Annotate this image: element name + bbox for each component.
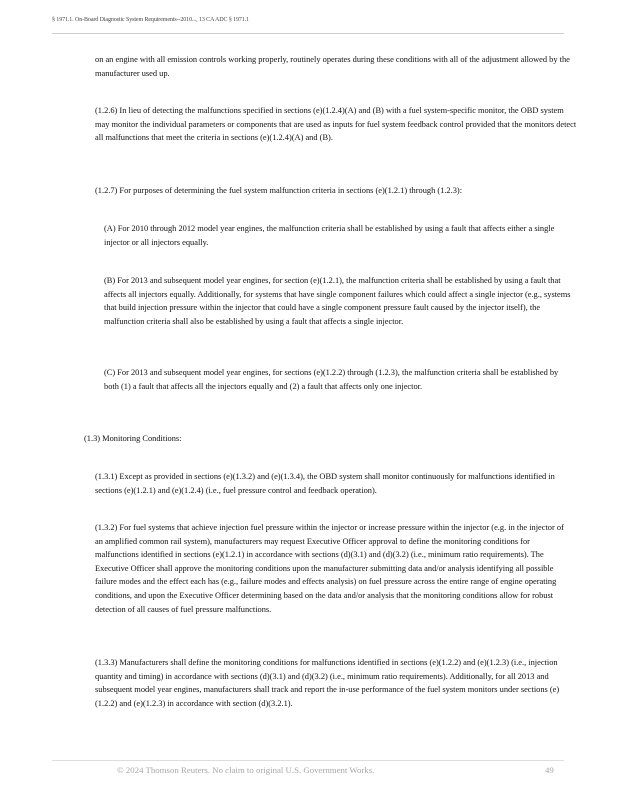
paragraph-1-3-2: (1.3.2) For fuel systems that achieve injection fuel pressure within the injector or increase pressure within the injector (e.g. in the injector of an amplified common rail system), manufacturers may request Executive Officer approval to define the monitoring conditions for malfunctions identified in sections (e)(1.2.1) in accordance with sections (d)(3.1) and (d)(3.2) (i.e., minimum ratio requirements). The Executive Officer shall approve the monitoring conditions upon the manufacturer submitting data and/or analysis identifying all possible failure modes and the effect each has (e.g., failure modes and effects analysis) on fuel pressure across the entire range of engine operating conditions, and upon the Executive Officer determining based on the data and/or analysis that the monitoring conditions allow for robust detection of all causes of fuel pressure malfunctions.: [95, 523, 564, 614]
paragraph-continuation: on an engine with all emission controls working properly, routinely operates during these conditions with all of the adjustment allowed by the manufacturer used up.: [95, 55, 570, 78]
paragraph-1-2-6: (1.2.6) In lieu of detecting the malfunctions specified in sections (e)(1.2.4)(A) and (B) with a fuel system-specific monitor, the OBD system may monitor the individual parameters or components that are used as inputs for fuel system feedback control provided that the monitors detect all malfunctions that meet the criteria in sections (e)(1.2.4)(A) and (B).: [95, 106, 577, 143]
header-divider: [52, 33, 564, 34]
copyright-notice: © 2024 Thomson Reuters. No claim to original U.S. Government Works.: [117, 765, 375, 775]
paragraph-1-3-1: (1.3.1) Except as provided in sections (e)(1.3.2) and (e)(1.3.4), the OBD system shall monitor continuously for malfunctions identified in sections (e)(1.2.1) and (e)(1.2.4) (i.e., fuel pressure control and feedback operation).: [95, 472, 555, 495]
paragraph-1-3-3: (1.3.3) Manufacturers shall define the monitoring conditions for malfunctions identified in sections (e)(1.2.2) and (e)(1.2.3) (i.e., injection quantity and timing) in accordance with sections (d)(3.1) and (d)(3.2) (i.e., minimum ratio requirements). Additionally, for all 2013 and subsequent model year engines, manufacturers shall track and report the in-use performance of the fuel system monitors under sections (e)(1.2.2) and (e)(1.2.3) in accordance with section (d)(3.2.1).: [95, 658, 560, 708]
paragraph-1-2-7-b: (B) For 2013 and subsequent model year engines, for section (e)(1.2.1), the malfunction criteria shall be established by using a fault that affects all injectors equally. Additionally, for systems that have single component failures which could affect a single injector (e.g., systems that build injection pressure within the injector that could have a single component pressure fault caused by the injector itself), the malfunction criteria shall also be established by using a fault that affects a single injector.: [104, 276, 571, 326]
paragraph-1-2-7-c: (C) For 2013 and subsequent model year engines, for sections (e)(1.2.2) through (1.2.3), the malfunction criteria shall be established by both (1) a fault that affects all the injectors equally and (2) a fault that affects only one injector.: [104, 368, 559, 391]
running-head: § 1971.1. On-Board Diagnostic System Requirements--2010..., 13 CA ADC § 1971.1: [52, 17, 250, 23]
paragraph-1-2-7: (1.2.7) For purposes of determining the fuel system malfunction criteria in sections (e)(1.2.1) through (1.2.3):: [95, 186, 463, 195]
section-heading-1-3: (1.3) Monitoring Conditions:: [84, 434, 182, 443]
page-number: 49: [545, 765, 554, 775]
footer-divider: [52, 760, 564, 761]
paragraph-1-2-7-a: (A) For 2010 through 2012 model year engines, the malfunction criteria shall be established by using a fault that affects either a single injector or all injectors equally.: [104, 224, 555, 247]
